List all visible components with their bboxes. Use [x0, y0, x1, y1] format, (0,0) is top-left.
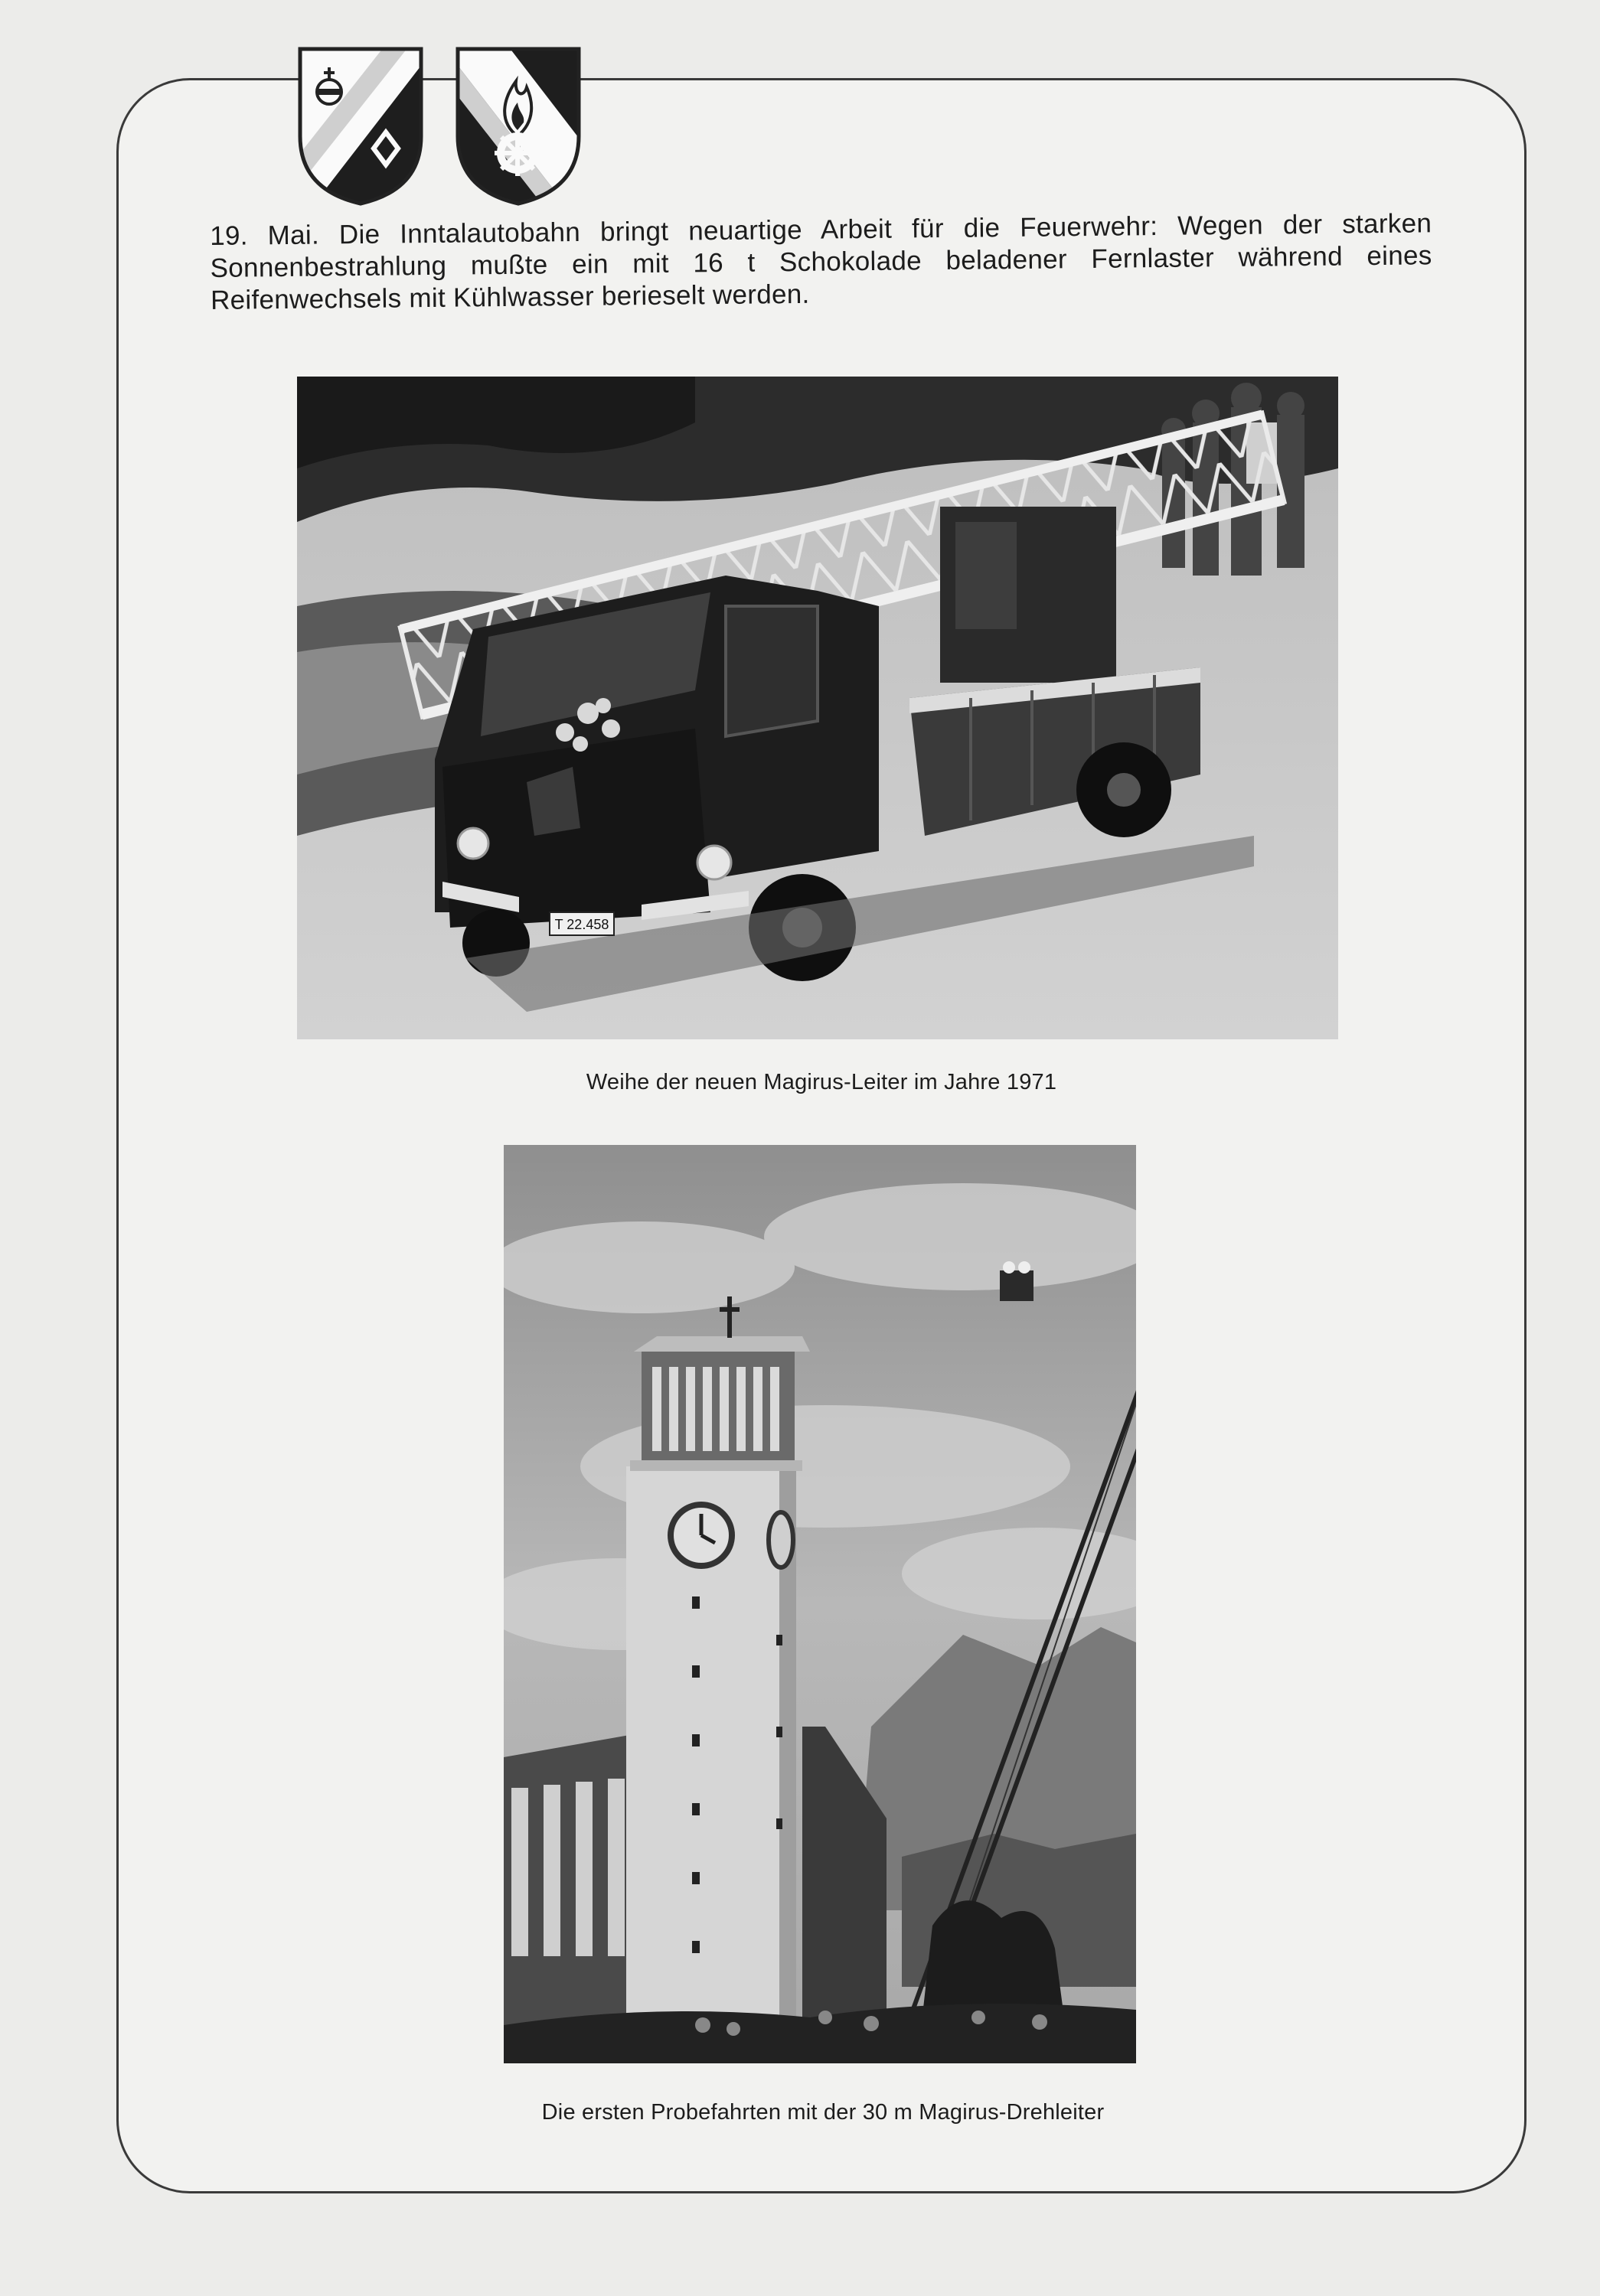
license-plate: T 22.458: [554, 917, 609, 932]
truck-photo-caption: Weihe der neuen Magirus-Leiter im Jahre 1971: [586, 1070, 1057, 1094]
fire-brigade-coat-of-arms-icon: [453, 44, 583, 208]
intro-paragraph: 19. Mai. Die Inntalautobahn bringt neuartige Arbeit für die Feuerwehr: Wegen der starken Sonnenbestrahlung mußte ein mit 16 t Schokolade beladener Fernlaster während eines Reifenwechsels mit Kühlwasser berieselt werden.: [210, 208, 1432, 315]
church-tower-photo: [504, 1145, 1136, 2063]
fire-truck-photo: [297, 377, 1338, 1039]
municipal-coat-of-arms-icon: [296, 44, 426, 208]
tower-photo-caption: Die ersten Probefahrten mit der 30 m Magirus-Drehleiter: [541, 2100, 1105, 2125]
